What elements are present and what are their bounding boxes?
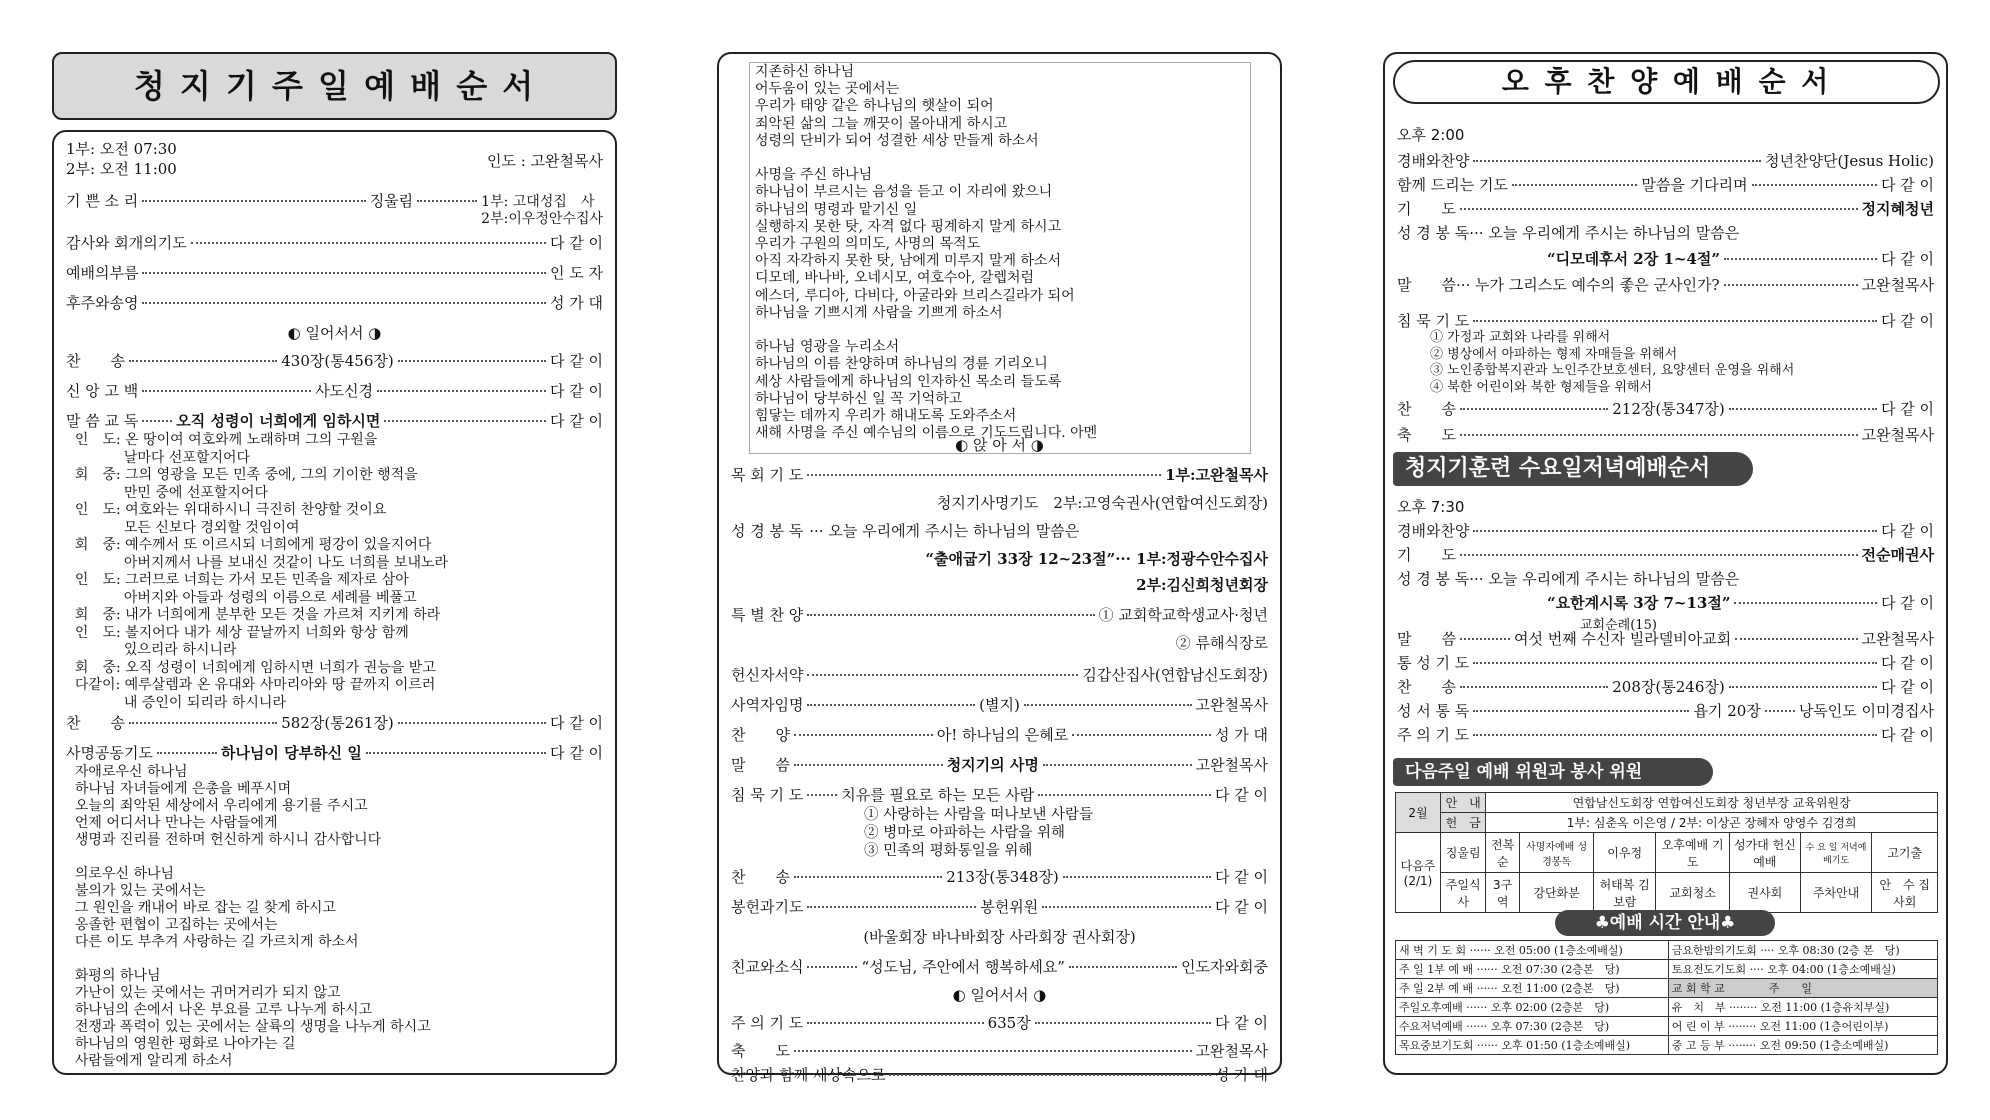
row-w-praise: 경배와찬양 다 같 이: [1397, 522, 1934, 540]
next-week-title: 다음주일 예배 위원과 봉사 위원: [1393, 758, 1713, 786]
silent-items-right: ① 가정과 교회와 나라를 위해서 ② 병상에서 아파하는 형제 자매들을 위해서 ③ 노인종합복지관과 노인주간보호센터, 요양센터 운영을 위해서 ④ 북한 어린이와 북한 형제들을 위해서: [1430, 330, 1795, 395]
right-title: 오 후 찬 양 예 배 순 서: [1501, 65, 1832, 98]
row-w-scripture-2: “요한계시록 3장 7~13절” 다 같 이: [1547, 594, 1934, 612]
stand-label: ◐ 일어서서 ◑: [287, 324, 382, 342]
row-news: 친교와소식 “성도님, 주안에서 행복하세요” 인도자와회중: [731, 958, 1268, 976]
row-confession: 감사와 회개의기도 다 같 이: [66, 234, 603, 252]
row-praise: 경배와찬양 청년찬양단(Jesus Holic): [1397, 152, 1934, 170]
row-creed: 신 앙 고 백 사도신경 다 같 이: [66, 382, 603, 400]
pastoral-2: 청지기사명기도 2부:고영숙권사(연합여신도회장): [936, 494, 1268, 512]
row-scripture: 성 경 봉 독 ··· 오늘 우리에게 주시는 하나님의 말씀은: [731, 522, 1080, 540]
times-cell: 유 치 부 ········ 오전 11:00 (1층유치부실): [1668, 998, 1937, 1017]
service-times-table: [1395, 940, 1938, 1055]
left-title: 청 지 기 주 일 예 배 순 서: [133, 67, 536, 105]
ring-right: 1부: 고대성집 사 2부:이우정안수집사: [481, 194, 603, 227]
offering-2: (바울회장 바나바회장 사라회장 권사회장): [863, 928, 1136, 946]
times-title: ♣예배 시간 안내♣: [1555, 910, 1775, 936]
row-hymn: 찬 송 213장(통348장) 다 같 이: [731, 868, 1268, 886]
times-row: [1396, 941, 1938, 960]
times-cell: 수요저녁예배 ······ 오후 07:30 (2층본 당): [1396, 1017, 1669, 1036]
left-title-box: [52, 52, 617, 120]
right-panel: [1383, 52, 1948, 1075]
row-scripture: 성 경 봉 독 ··· 오늘 우리에게 주시는 하나님의 말씀은: [1397, 224, 1740, 242]
wednesday-time: 오후 7:30: [1397, 498, 1465, 516]
row-scripture-2: “출애굽기 33장 12~23절” ··· 1부:정광수안수집사: [925, 550, 1268, 568]
row-call: 예배의부름 인 도 자: [66, 264, 603, 282]
row-w-scripture: 성 경 봉 독 ··· 오늘 우리에게 주시는 하나님의 말씀은: [1397, 570, 1740, 588]
row-offertory: 헌신자서약 김갑산집사(연합남신도회장): [731, 666, 1268, 684]
row-responsive: 말 씀 교 독 오직 성령이 너희에게 임하시면 다 같 이: [66, 412, 603, 430]
times-cell: 토요전도기도회 ···· 오후 04:00 (1층소예배실): [1668, 960, 1937, 979]
row-hymn: 찬 송 212장(통347장) 다 같 이: [1397, 400, 1934, 418]
dots: [417, 200, 477, 202]
middle-prayer-text: 지존하신 하나님 어두움이 있는 곳에서는 우리가 태양 같은 하나님의 햇살이 되어 죄악된 삶의 그늘 깨끗이 몰아내게 하시고 성령의 단비가 되어 성결한 세상 만들게 하소서 사명을 주신 하나님 하나님이 부르시는 음성을 듣고 이 자리에 왔으니 하나님의 명령과 맡기신 일 실행하지 못한 탓, 자격 없다 핑계하지 말게 하시고 우리가 구원의 의미도, 사명의 목적도 아직 자각하지 못한 탓, 남에게 미루지 말게 하소서 디모데, 바나바, 오네시모, 여호수아, 갈렙처럼 에스더, 루디아, 다비다, 아굴라와 브리스길라가 되어 하나님을 기쁘시게 사람을 기쁘게 하소서 하나님 영광을 누리소서 하나님의 이름 찬양하며 하나님의 경륜 기리오니 세상 사람들에게 하나님의 인자하신 목소리 들도록 하나님이 당부하신 일 꼭 기억하고 힘닿는 데까지 우리가 해내도록 도와주소서 새해 사명을 주신 예수님의 이름으로 기도드립니다. 아멘: [755, 64, 1098, 442]
row-scripture-2: “디모데후서 2장 1~4절” 다 같 이: [1547, 250, 1934, 268]
mid: 징울림: [369, 192, 414, 210]
stand-label-2: ◐ 일어서서 ◑: [952, 986, 1047, 1004]
times-cell: 목요중보기도회 ······ 오후 01:50 (1층소예배실): [1396, 1036, 1669, 1055]
row-commission: 사역자임명 (별지) 고완철목사: [731, 696, 1268, 714]
responsive-reading: 인 도: 온 땅이여 여호와께 노래하며 그의 구원을 날마다 선포할지어다 회 중: 그의 영광을 모든 민족 중에, 그의 기이한 행적을 만민 중에 선포할지어다 인 도: 여호와는 위대하시니 극진히 찬양할 것이요 모든 신보다 경외할 것임이여 회 중: 예수께서 또 이르시되 너희에게 평강이 있을지어다 아버지께서 나를 보내신 것같이 나도 너희를 보내노라 인 도: 그러므로 너희는 가서 모든 민족을 제자로 삼아 아버지와 아들과 성령의 이름으로 세례를 베풀고 회 중: 내가 너희에게 분부한 모든 것을 가르쳐 지키게 하라 인 도: 볼지어다 내가 세상 끝날까지 너희와 항상 함께 있으리라 하시니라 회 중: 오직 성령이 너희에게 임하시면 너희가 권능을 받고 다같이: 예루살렘과 온 유대와 사마리아와 땅 끝까지 이르러 내 증인이 되리라 하시니라: [74, 432, 449, 711]
w-sermon-note: 교회순례(15): [1580, 618, 1657, 633]
times-cell: 교 회 학 교 주 일: [1668, 979, 1937, 998]
row-silent: 침 묵 기 도 치유를 필요로 하는 모든 사람 다 같 이: [731, 786, 1268, 804]
mission-prayer-text: 자애로우신 하나님 하나님 자녀들에게 은총을 베푸시며 오늘의 죄악된 세상에서 우리에게 용기를 주시고 언제 어디서나 만나는 사람들에게 생명과 진리를 전하며 헌신하게 하시니 감사합니다 의로우신 하나님 불의가 있는 곳에서는 그 원인을 캐내어 바로 잡는 길 찾게 하시고 옹졸한 편협이 고집하는 곳에서는 다른 이도 부추겨 사랑하는 길 가르치게 하소서 화평의 하나님 가난이 있는 곳에서는 귀머거리가 되지 않고 하나님의 손에서 나온 부요를 고루 나누게 하시고 전쟁과 폭력이 있는 곳에서는 살륙의 생명을 나누게 하시고 하나님의 영원한 평화로 나아가는 길 사람들에게 알리게 하소서: [74, 764, 431, 1069]
right-title-box: [1393, 60, 1940, 104]
row-offering: 봉헌과기도 봉헌위원 다 같 이: [731, 898, 1268, 916]
dots: [142, 200, 365, 202]
row-sermon: 말 씀 청지기의 사명 고완철목사: [731, 756, 1269, 774]
times-row: [1396, 979, 1938, 998]
middle-panel: [717, 52, 1282, 1084]
leader: 인도 : 고완철목사: [486, 152, 603, 170]
volunteer-table: 2월 안 내 연합남신도회장 연합여신도회장 청년부장 교육위원장 헌 금 1부: 심춘옥 이은영 / 2부: 이상곤 장혜자 양영수 김경희 다음주 (2/1) 징울림 전복순 사명자예배 성경봉독 이우정 오후예배 기 도 성가대 헌신예배 수 요 일 저녁예배기도 고기출 주일식사 3구역 강단화분 허태복 김보람 교회청소 권사회 주차안내 안 수 집사회: [1395, 792, 1938, 913]
times-cell: 주 일 2부 예 배 ······ 오전 11:00 (2층본 당): [1396, 979, 1669, 998]
times-row: [1396, 960, 1938, 979]
times-row: [1396, 1017, 1938, 1036]
time-2: 2부: 오전 11:00: [66, 160, 177, 178]
row-w-lords: 주 의 기 도 다 같 이: [1397, 726, 1934, 744]
row-hymn-2: 찬 송 582장(통261장) 다 같 이: [66, 714, 603, 732]
label: 기 쁜 소 리: [66, 192, 139, 210]
wednesday-title: 청지기훈련 수요일저녁예배순서: [1393, 452, 1753, 486]
row-postlude: 후주와송영 성 가 대: [66, 294, 603, 312]
row-together: 함께 드리는 기도 말씀을 기다리며 다 같 이: [1397, 176, 1934, 194]
left-panel: [52, 130, 617, 1075]
row-mission-prayer: 사명공동기도 하나님이 당부하신 일 다 같 이: [66, 744, 603, 762]
row-w-reading: 성 서 통 독 욥기 20장 낭독인도 이미경집사: [1397, 702, 1934, 720]
row-w-prayer-2: 통 성 기 도 다 같 이: [1397, 654, 1934, 672]
row-special: 특 별 찬 양 ① 교회학교학생교사·청년: [731, 606, 1268, 624]
times-cell: 주일오후예배 ······ 오후 02:00 (2층본 당): [1396, 998, 1669, 1017]
times-cell: 새 벽 기 도 회 ······ 오전 05:00 (1층소예배실): [1396, 941, 1669, 960]
time-1: 1부: 오전 07:30: [66, 140, 177, 158]
times-cell: 어 린 이 부 ········ 오전 11:00 (1층어린이부): [1668, 1017, 1937, 1036]
row-choir: 찬 양 아! 하나님의 은혜로 성 가 대: [731, 726, 1268, 744]
scripture-3: 2부:김신희청년회장: [1136, 576, 1268, 594]
times-cell: 주 일 1부 예 배 ······ 오전 07:30 (2층본 당): [1396, 960, 1669, 979]
afternoon-time: 오후 2:00: [1397, 126, 1465, 144]
row-sendout: 찬양과 함께 세상속으로 성 가 대: [731, 1066, 1268, 1084]
row-pastoral: 목 회 기 도 1부:고완철목사: [731, 466, 1268, 484]
times-row: [1396, 1036, 1938, 1055]
row-benediction: 축 도 고완철목사: [1397, 426, 1934, 444]
times-row: [1396, 998, 1938, 1017]
row-w-sermon: 말 씀 여섯 번째 수신자 빌라델비아교회 고완철목사: [1397, 630, 1934, 648]
row-hymn-1: 찬 송 430장(통456장) 다 같 이: [66, 352, 603, 370]
row-sermon: 말 씀 ··· 누가 그리스도 예수의 좋은 군사인가? 고완철목사: [1397, 276, 1934, 294]
times-cell: 금요한밤의기도회 ···· 오후 08:30 (2층 본 당): [1668, 941, 1937, 960]
row-gippeun: [66, 190, 603, 228]
row-silent: 침 묵 기 도 다 같 이: [1397, 312, 1934, 330]
special-2: ② 류해식장로: [1175, 634, 1268, 652]
row-w-prayer: 기 도 전순매권사: [1397, 546, 1934, 564]
times-cell: 중 고 등 부 ········ 오전 09:50 (1층소예배실): [1668, 1036, 1937, 1055]
sit-label: ◐ 앉 아 서 ◑: [955, 436, 1044, 454]
row-benediction: 축 도 고완철목사: [731, 1042, 1268, 1060]
row-w-hymn: 찬 송 208장(통246장) 다 같 이: [1397, 678, 1934, 696]
row-prayer: 기 도 정지혜청년: [1397, 200, 1934, 218]
silent-items: ① 사랑하는 사람을 떠나보낸 사람들 ② 병마로 아파하는 사람을 위해 ③ 민족의 평화통일을 위해: [864, 807, 1094, 859]
row-lords-prayer: 주 의 기 도 635장 다 같 이: [731, 1014, 1268, 1032]
